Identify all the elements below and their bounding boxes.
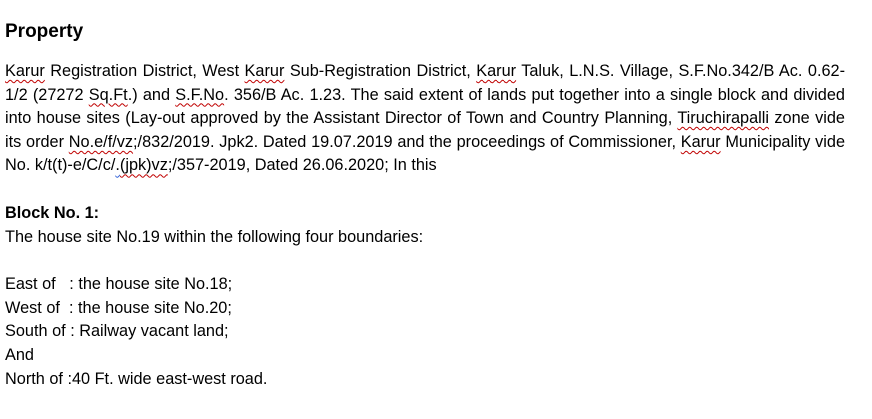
spellcheck-flagged-word: (jpk)vz: [119, 156, 168, 175]
grammar-flagged-text: .: [115, 156, 120, 175]
boundary-value: :40 Ft. wide east-west road.: [67, 369, 268, 388]
boundary-north: [5, 368, 845, 392]
paragraph-text-run: ;/357-2019, Dated 26.06.2020; In this: [167, 156, 437, 175]
boundary-label: North of: [5, 369, 68, 388]
conjunction-text: And: [5, 345, 34, 364]
paragraph-text-run: Taluk, L.N.S. Village, S.F.No.342/B Ac. 0.62-1/2 (27272: [5, 62, 845, 104]
paragraph-text-run: Registration District, West: [44, 62, 245, 80]
boundary-value: : the house site No.20;: [68, 298, 232, 317]
boundaries-list: [5, 273, 845, 344]
boundary-south: [5, 320, 845, 344]
paragraph-text-run: .) and: [127, 85, 176, 104]
document-page: [5, 20, 845, 391]
spellcheck-flagged-word: Karur: [476, 62, 517, 80]
boundary-value: : Railway vacant land;: [70, 322, 229, 341]
spacer: [5, 178, 845, 202]
property-description: [5, 60, 845, 178]
block-intro: The house site No.19 within the following four boundaries:: [5, 227, 424, 246]
spellcheck-flagged-word: Sq.Ft: [88, 85, 128, 104]
spellcheck-flagged-word: S.F.No: [175, 85, 225, 104]
spellcheck-flagged-word: Karur: [5, 62, 45, 80]
paragraph-text-run: . 356/B Ac. 1.23. The said extent of lands put together into a single block and divided into house sites (Lay-out approved by the Assistant Director of Town and Country Planning,: [5, 85, 845, 128]
paragraph-text-run: zone vide its order: [5, 109, 845, 151]
boundary-label: East of: [5, 275, 70, 294]
paragraph-text-run: Sub-Registration District,: [284, 62, 477, 80]
boundary-value: : the house site No.18;: [69, 275, 233, 294]
spacer: [5, 249, 845, 273]
block-title: Block No. 1:: [5, 203, 100, 222]
spellcheck-flagged-word: Karur: [680, 132, 721, 151]
boundary-west: [5, 297, 845, 321]
boundary-east: [5, 273, 845, 297]
spellcheck-flagged-word: Tiruchirapalli: [677, 109, 770, 128]
spellcheck-flagged-word: No.e/f/vz: [68, 132, 134, 151]
property-heading: Property: [5, 21, 84, 42]
boundary-label: South of: [5, 322, 71, 341]
boundary-label: West of: [5, 298, 69, 317]
paragraph-text-run: Municipality vide No. k/t(t)-e/C/c/: [5, 132, 845, 175]
spellcheck-flagged-word: Karur: [244, 62, 285, 80]
paragraph-text-run: ;/832/2019. Jpk2. Dated 19.07.2019 and the proceedings of Commissioner,: [133, 132, 681, 151]
